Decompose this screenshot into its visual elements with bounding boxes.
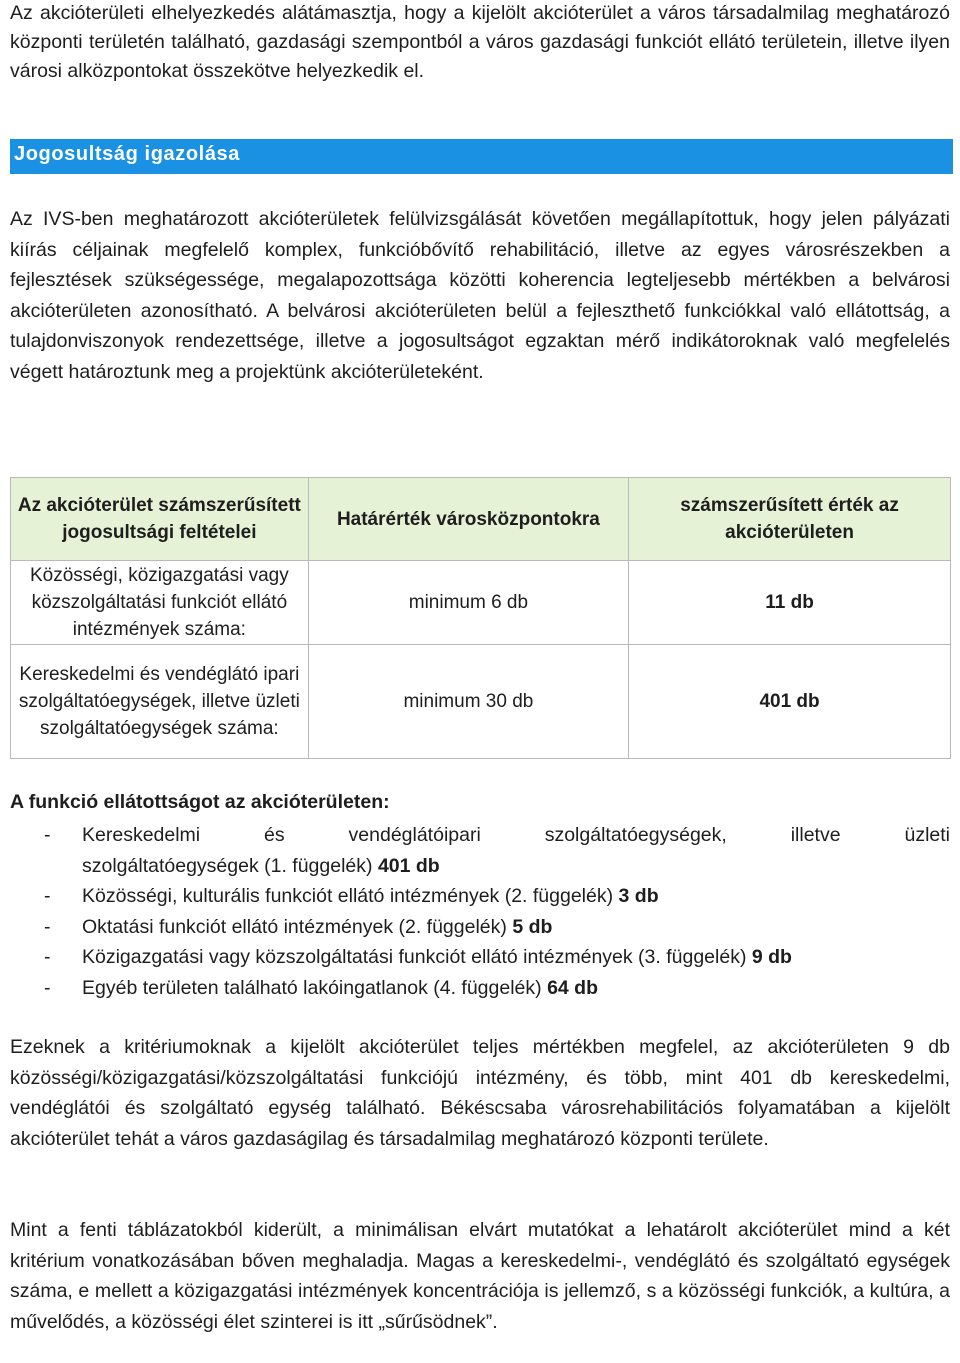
table-cell-criterion: Kereskedelmi és vendéglátó ipari szolgáltatóegységek, illetve üzleti szolgáltatóegységek száma: xyxy=(11,645,309,759)
list-item xyxy=(10,942,950,973)
list-item-text: Kereskedelmi és vendéglátóipari szolgáltatóegységek, illetve üzleti xyxy=(82,824,950,846)
table-cell-threshold: minimum 30 db xyxy=(308,645,628,759)
table-header-row xyxy=(11,478,951,561)
list-item-count: 5 db xyxy=(512,915,553,938)
table-cell-value: 401 db xyxy=(629,645,951,759)
list-item xyxy=(10,912,950,943)
table-row xyxy=(11,561,951,645)
intro-paragraph: Az akcióterületi elhelyezkedés alátámasztja, hogy a kijelölt akcióterület a város társadalmilag meghatározó központi területén található, gazdasági szempontból a város gazdasági funkciót ellátó területein, illetve ilyen városi alközpontokat összekötve helyezkedik el. xyxy=(10,2,950,82)
list-item-count: 64 db xyxy=(547,976,598,999)
summary-paragraph: Ezeknek a kritériumoknak a kijelölt akcióterület teljes mértékben megfelel, az akcióterületen 9 db közösségi/közigazgatási/közszolgáltatási funkciójú intézmény, és több, mint 401 db kereskedelmi, vendéglátói és szolgáltató egység található. Békéscsaba városrehabilitációs folyamatában a kijelölt akcióterület tehát a város gazdaságilag és társadalmilag meghatározó központi területe. xyxy=(10,1036,950,1150)
list-item-text: szolgáltatóegységek (1. függelék) xyxy=(82,854,373,877)
table-header-criterion: Az akcióterület számszerűsített jogosultsági feltételei xyxy=(11,478,309,561)
table-cell-value: 11 db xyxy=(629,561,951,645)
list-item-text: Egyéb területen található lakóingatlanok (4. függelék) xyxy=(82,976,542,999)
table-row xyxy=(11,645,951,759)
list-item-text: Közösségi, kulturális funkciót ellátó intézmények (2. függelék) xyxy=(82,885,614,907)
list-item-count: 3 db xyxy=(618,885,659,907)
list-item-count: 401 db xyxy=(377,854,440,877)
eligibility-table xyxy=(10,477,951,759)
list-item-continuation xyxy=(82,851,950,882)
bullet-dash: - xyxy=(44,976,51,999)
conclusion-paragraph: Mint a fenti táblázatokból kiderült, a minimálisan elvárt mutatókat a lehatárolt akcióterület mind a két kritérium vonatkozásában bőven meghaladja. Magas a kereskedelmi-, vendéglátó és szolgáltató egységek száma, e mellett a közigazgatási intézmények koncentrációja is jellemző, s a közösségi funkciók, a kultúra, a művelődés, a közösségi élet szinterei is itt „sűrűsödnek”. xyxy=(10,1219,950,1333)
list-item xyxy=(10,881,950,912)
table-cell-threshold: minimum 6 db xyxy=(308,561,628,645)
bullet-dash: - xyxy=(44,915,51,938)
section-heading-bar xyxy=(10,139,953,174)
list-item-text: Oktatási funkciót ellátó intézmények (2. függelék) xyxy=(82,915,507,938)
bullet-dash: - xyxy=(44,885,51,907)
section-heading: Jogosultság igazolása xyxy=(14,143,240,165)
list-item-count: 9 db xyxy=(751,946,792,968)
function-list-title: A funkció ellátottságot az akcióterületen: xyxy=(10,791,390,813)
list-item xyxy=(10,820,950,881)
bullet-dash: - xyxy=(44,824,51,846)
table-header-value: számszerűsített érték az akcióterületen xyxy=(629,478,951,561)
function-list xyxy=(10,820,950,1003)
list-item xyxy=(10,973,950,1004)
eligibility-paragraph: Az IVS-ben meghatározott akcióterületek felülvizsgálását követően megállapítottuk, hogy jelen pályázati kiírás céljainak megfelelő komplex, funkcióbővítő rehabilitáció, illetve az egyes városrészekben a fejlesztések szükségessége, megalapozottsága közötti koherencia legteljesebb mértékben a belvárosi akcióterületen azonosítható. A belvárosi akcióterületen belül a fejleszthető funkciókkal való ellátottság, a tulajdonviszonyok rendezettsége, illetve a jogosultságot egzaktan mérő indikátoroknak való megfelelés végett határoztunk meg a projektünk akcióterületeként. xyxy=(10,208,950,383)
list-item-text: Közigazgatási vagy közszolgáltatási funkciót ellátó intézmények (3. függelék) xyxy=(82,946,747,968)
bullet-dash: - xyxy=(44,946,51,968)
table-header-threshold: Határérték városközpontokra xyxy=(308,478,628,561)
table-cell-criterion: Közösségi, közigazgatási vagy közszolgáltatási funkciót ellátó intézmények száma: xyxy=(11,561,309,645)
